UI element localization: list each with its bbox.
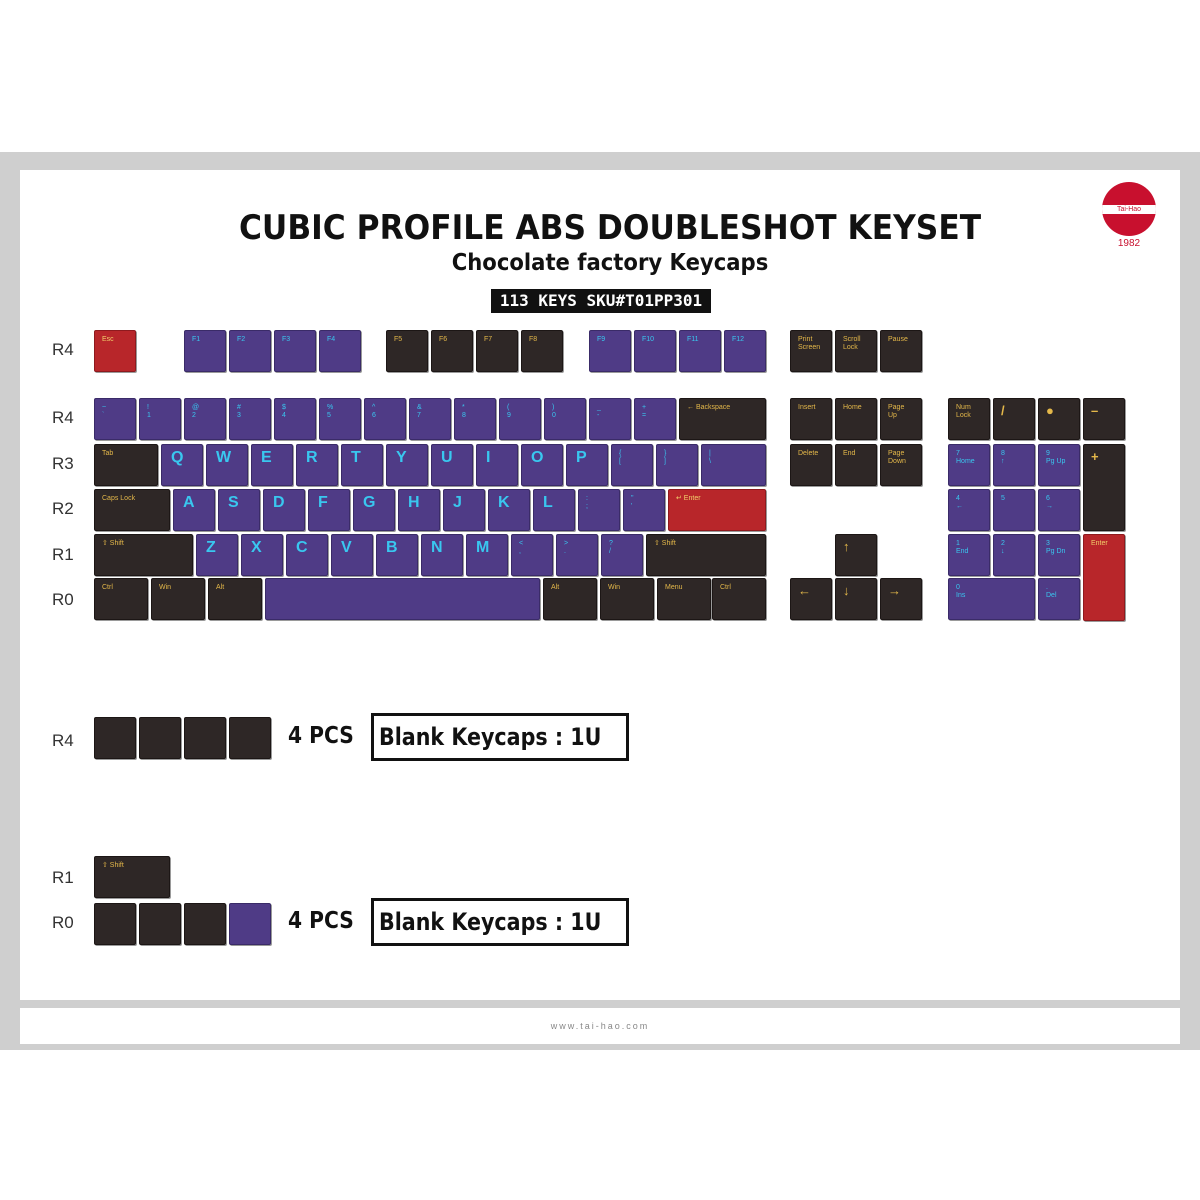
keycap-legend: ! 1 <box>147 404 151 419</box>
keycap <box>241 534 283 576</box>
keycap-legend: 3 Pg Dn <box>1046 540 1066 555</box>
keycap-legend: M <box>476 539 490 556</box>
keycap-legend: F8 <box>529 336 538 343</box>
keycap <box>835 444 877 486</box>
keycap-legend: ↵ Enter <box>676 495 701 502</box>
keycap <box>790 398 832 440</box>
keycap-legend: F10 <box>642 336 655 343</box>
keycap <box>94 489 170 531</box>
keycap-legend: ← <box>798 583 811 598</box>
keycap <box>556 534 598 576</box>
keycap <box>196 534 238 576</box>
keycap <box>94 534 193 576</box>
keycap <box>835 398 877 440</box>
keycap <box>94 856 170 898</box>
keycap <box>657 578 711 620</box>
keycap-legend: 7 Home <box>956 450 975 465</box>
keycap-legend: Menu <box>665 584 683 591</box>
keycap-legend: ⇧ Shift <box>102 540 124 547</box>
keycap-legend: . Del <box>1046 584 1057 599</box>
keycap-legend: → <box>888 583 901 598</box>
keycap <box>364 398 406 440</box>
keycap-legend: F5 <box>394 336 403 343</box>
keycap <box>948 489 990 531</box>
keycap <box>601 534 643 576</box>
keycap-legend: Insert <box>798 404 816 411</box>
keycap <box>443 489 485 531</box>
keycap <box>948 398 990 440</box>
keycap-legend: 0 Ins <box>956 584 966 599</box>
keycap <box>274 398 316 440</box>
keycap <box>1038 578 1080 620</box>
keycap-legend: K <box>498 494 510 511</box>
row-label-extra-r4: R4 <box>52 731 74 750</box>
keycap <box>679 330 721 372</box>
keycap <box>251 444 293 486</box>
keycap <box>431 444 473 486</box>
row-label-shift: R1 <box>52 545 74 564</box>
keycap-legend: ? / <box>609 540 613 555</box>
keycap-legend: Win <box>159 584 172 591</box>
keycap-legend: 2 ↓ <box>1001 540 1005 555</box>
keycap-legend: ⇧ Shift <box>102 862 124 869</box>
keycap <box>993 398 1035 440</box>
keycap-legend: G <box>363 494 376 511</box>
keycap <box>184 398 226 440</box>
keycap-legend: Pause <box>888 336 908 343</box>
keycap <box>589 330 631 372</box>
keycap-legend: $ 4 <box>282 404 286 419</box>
keycap-legend: 1 End <box>956 540 969 555</box>
keycap <box>454 398 496 440</box>
keycap <box>790 330 832 372</box>
keycap-legend: ↓ <box>843 583 850 598</box>
keycap-legend: Z <box>206 539 216 556</box>
keycap-legend: R <box>306 449 318 466</box>
keycap <box>679 398 766 440</box>
keycap-legend: # 3 <box>237 404 241 419</box>
keycap <box>139 903 181 945</box>
keycap-legend: Alt <box>551 584 560 591</box>
keycap <box>274 330 316 372</box>
keycap <box>724 330 766 372</box>
pcs-count-2: 4 PCS <box>288 908 354 934</box>
keycap <box>319 398 361 440</box>
page-subtitle: Chocolate factory Keycaps <box>451 250 769 276</box>
pcs-count-1: 4 PCS <box>288 723 354 749</box>
keycap <box>835 578 877 620</box>
row-label-home: R2 <box>52 499 74 518</box>
keycap <box>1038 489 1080 531</box>
keycap-legend: Num Lock <box>956 404 971 419</box>
keycap-legend: T <box>351 449 361 466</box>
footer-url: www.tai-hao.com <box>550 1021 650 1031</box>
keycap <box>521 444 563 486</box>
row-label-extra-r1: R1 <box>52 868 74 887</box>
keycap-legend: I <box>486 449 491 466</box>
keycap <box>476 444 518 486</box>
keycap <box>184 330 226 372</box>
keycap-legend: L <box>543 494 553 511</box>
keycap-legend: Delete <box>798 450 819 457</box>
keycap-legend: F9 <box>597 336 606 343</box>
keycap <box>229 330 271 372</box>
keycap <box>139 717 181 759</box>
keycap <box>173 489 215 531</box>
keycap <box>701 444 766 486</box>
keycap-legend: F7 <box>484 336 493 343</box>
keycap <box>880 398 922 440</box>
keycap <box>543 578 597 620</box>
keycap <box>1083 534 1125 621</box>
keycap <box>521 330 563 372</box>
keycap <box>488 489 530 531</box>
keycap <box>161 444 203 486</box>
keycap <box>208 578 262 620</box>
keycap <box>265 578 540 620</box>
keycap <box>476 330 518 372</box>
keycap-legend: * 8 <box>462 404 466 419</box>
keycap-legend: Ctrl <box>102 584 113 591</box>
keycap-legend: Q <box>171 449 184 466</box>
keycap <box>1083 444 1125 531</box>
keycap <box>993 444 1035 486</box>
keycap-legend: % 5 <box>327 404 334 419</box>
keycap <box>263 489 305 531</box>
keycap-legend: F2 <box>237 336 246 343</box>
keycap-legend: Ctrl <box>720 584 731 591</box>
keycap <box>1038 534 1080 576</box>
keycap <box>656 444 698 486</box>
keycap-legend: F <box>318 494 328 511</box>
keycap <box>790 578 832 620</box>
keycap <box>94 717 136 759</box>
keycap <box>94 444 158 486</box>
keycap-legend: > . <box>564 540 569 555</box>
keycap <box>386 444 428 486</box>
keycap-legend: F1 <box>192 336 201 343</box>
keycap <box>835 534 877 576</box>
keycap <box>218 489 260 531</box>
keycap-legend: 8 ↑ <box>1001 450 1005 465</box>
keycap-legend: D <box>273 494 285 511</box>
keycap-legend: Scroll Lock <box>843 336 861 351</box>
sku-badge: 113 KEYS SKU#T01PP301 <box>491 289 711 313</box>
blank-keycaps-box-1 <box>371 713 629 761</box>
keycap-legend: ● <box>1046 403 1054 418</box>
keycap-legend: 4 ← <box>956 495 963 510</box>
keycap-legend: _ - <box>597 404 601 419</box>
keycap <box>421 534 463 576</box>
keycap-legend: 5 <box>1001 495 1005 502</box>
keycap <box>948 444 990 486</box>
keycap <box>94 330 136 372</box>
keycap <box>466 534 508 576</box>
keycap-legend: ← Backspace <box>687 404 731 411</box>
keycap-legend: : ; <box>586 495 588 510</box>
keycap <box>623 489 665 531</box>
keycap-legend: Page Down <box>888 450 906 465</box>
keycap <box>319 330 361 372</box>
keycap-legend: + <box>1091 449 1099 464</box>
keycap-legend: 9 Pg Up <box>1046 450 1066 465</box>
keycap <box>578 489 620 531</box>
keycap-legend: Caps Lock <box>102 495 136 502</box>
keycap-legend: F6 <box>439 336 448 343</box>
keycap-legend: } ] <box>664 450 667 465</box>
keycap-legend: Print Screen <box>798 336 821 351</box>
brand-logo <box>1102 182 1156 236</box>
keycap-legend: F4 <box>327 336 336 343</box>
row-label-fn: R4 <box>52 340 74 359</box>
keycap <box>611 444 653 486</box>
keycap <box>533 489 575 531</box>
keycap-legend: O <box>531 449 544 466</box>
keycap-legend: P <box>576 449 587 466</box>
keycap <box>589 398 631 440</box>
keycap-legend: Home <box>843 404 862 411</box>
keycap-legend: F12 <box>732 336 745 343</box>
keycap <box>398 489 440 531</box>
keycap-legend: End <box>843 450 856 457</box>
keycap-legend: ⇧ Shift <box>654 540 676 547</box>
keycap <box>668 489 766 531</box>
keycap-legend: X <box>251 539 262 556</box>
keycap <box>386 330 428 372</box>
keycap-legend: Win <box>608 584 621 591</box>
keycap-legend: W <box>216 449 232 466</box>
keycap-legend: ^ 6 <box>372 404 376 419</box>
row-label-num: R4 <box>52 408 74 427</box>
keycap <box>790 444 832 486</box>
keycap-legend: Page Up <box>888 404 905 419</box>
keycap <box>286 534 328 576</box>
keycap <box>544 398 586 440</box>
keycap-legend: E <box>261 449 272 466</box>
keycap <box>353 489 395 531</box>
keycap-legend: < , <box>519 540 524 555</box>
keycap-legend: Y <box>396 449 407 466</box>
keycap-legend: + = <box>642 404 647 419</box>
keycap-legend: Enter <box>1091 540 1108 547</box>
logo-year: 1982 <box>1117 238 1141 249</box>
keycap <box>296 444 338 486</box>
keycap <box>206 444 248 486</box>
keycap-legend: Esc <box>102 336 114 343</box>
keycap <box>634 398 676 440</box>
keycap <box>1038 398 1080 440</box>
keycap <box>511 534 553 576</box>
keycap <box>880 330 922 372</box>
keycap-legend: – <box>1091 403 1099 418</box>
row-label-extra-r0: R0 <box>52 913 74 932</box>
row-label-top: R3 <box>52 454 74 473</box>
keycap <box>376 534 418 576</box>
row-label-bottom: R0 <box>52 590 74 609</box>
keycap-legend: Tab <box>102 450 114 457</box>
keycap-legend: ) 0 <box>552 404 556 419</box>
keycap-legend: & 7 <box>417 404 422 419</box>
keycap <box>229 398 271 440</box>
keycap <box>431 330 473 372</box>
keycap-legend: ~ ` <box>102 404 107 419</box>
keycap <box>948 534 990 576</box>
keycap <box>1083 398 1125 440</box>
keycap <box>308 489 350 531</box>
keycap-legend: Alt <box>216 584 225 591</box>
keycap <box>835 330 877 372</box>
keycap-legend: V <box>341 539 352 556</box>
keycap-legend: ↑ <box>843 539 850 554</box>
keycap-legend: J <box>453 494 462 511</box>
keycap <box>566 444 608 486</box>
keycap <box>94 578 148 620</box>
blank-keycaps-box-2 <box>371 898 629 946</box>
keycap <box>139 398 181 440</box>
keycap-legend: ( 9 <box>507 404 511 419</box>
keycap <box>184 717 226 759</box>
page-title: CUBIC PROFILE ABS DOUBLESHOT KEYSET <box>238 208 982 248</box>
blank-keycaps-label-2: Blank Keycaps : 1U <box>379 908 602 936</box>
blank-keycaps-label-1: Blank Keycaps : 1U <box>379 723 602 751</box>
keycap-legend: C <box>296 539 308 556</box>
keycap <box>712 578 766 620</box>
keycap <box>229 717 271 759</box>
keycap-legend: B <box>386 539 398 556</box>
keycap <box>634 330 676 372</box>
keycap-legend: U <box>441 449 453 466</box>
keycap-legend: 6 → <box>1046 495 1053 510</box>
keycap-legend: H <box>408 494 420 511</box>
keycap <box>341 444 383 486</box>
keycap <box>880 578 922 620</box>
keycap-legend: F11 <box>687 336 699 343</box>
keycap-legend: @ 2 <box>192 404 200 419</box>
keycap <box>646 534 766 576</box>
keycap <box>499 398 541 440</box>
keycap-legend: | \ <box>709 450 711 465</box>
keycap-legend: A <box>183 494 195 511</box>
keycap <box>948 578 1035 620</box>
keycap <box>184 903 226 945</box>
keycap <box>1038 444 1080 486</box>
keycap <box>600 578 654 620</box>
keycap-legend: / <box>1001 403 1005 418</box>
keycap-legend: " ' <box>631 495 634 510</box>
keycap <box>880 444 922 486</box>
keycap-legend: N <box>431 539 443 556</box>
logo-name: Tai-Hao <box>1102 205 1156 214</box>
keycap <box>94 903 136 945</box>
keycap <box>993 489 1035 531</box>
keycap <box>94 398 136 440</box>
keycap-legend: F3 <box>282 336 291 343</box>
keycap-legend: { [ <box>619 450 622 465</box>
keycap <box>229 903 271 945</box>
keycap <box>331 534 373 576</box>
keycap-legend: S <box>228 494 239 511</box>
keycap <box>409 398 451 440</box>
keycap <box>151 578 205 620</box>
keycap <box>993 534 1035 576</box>
